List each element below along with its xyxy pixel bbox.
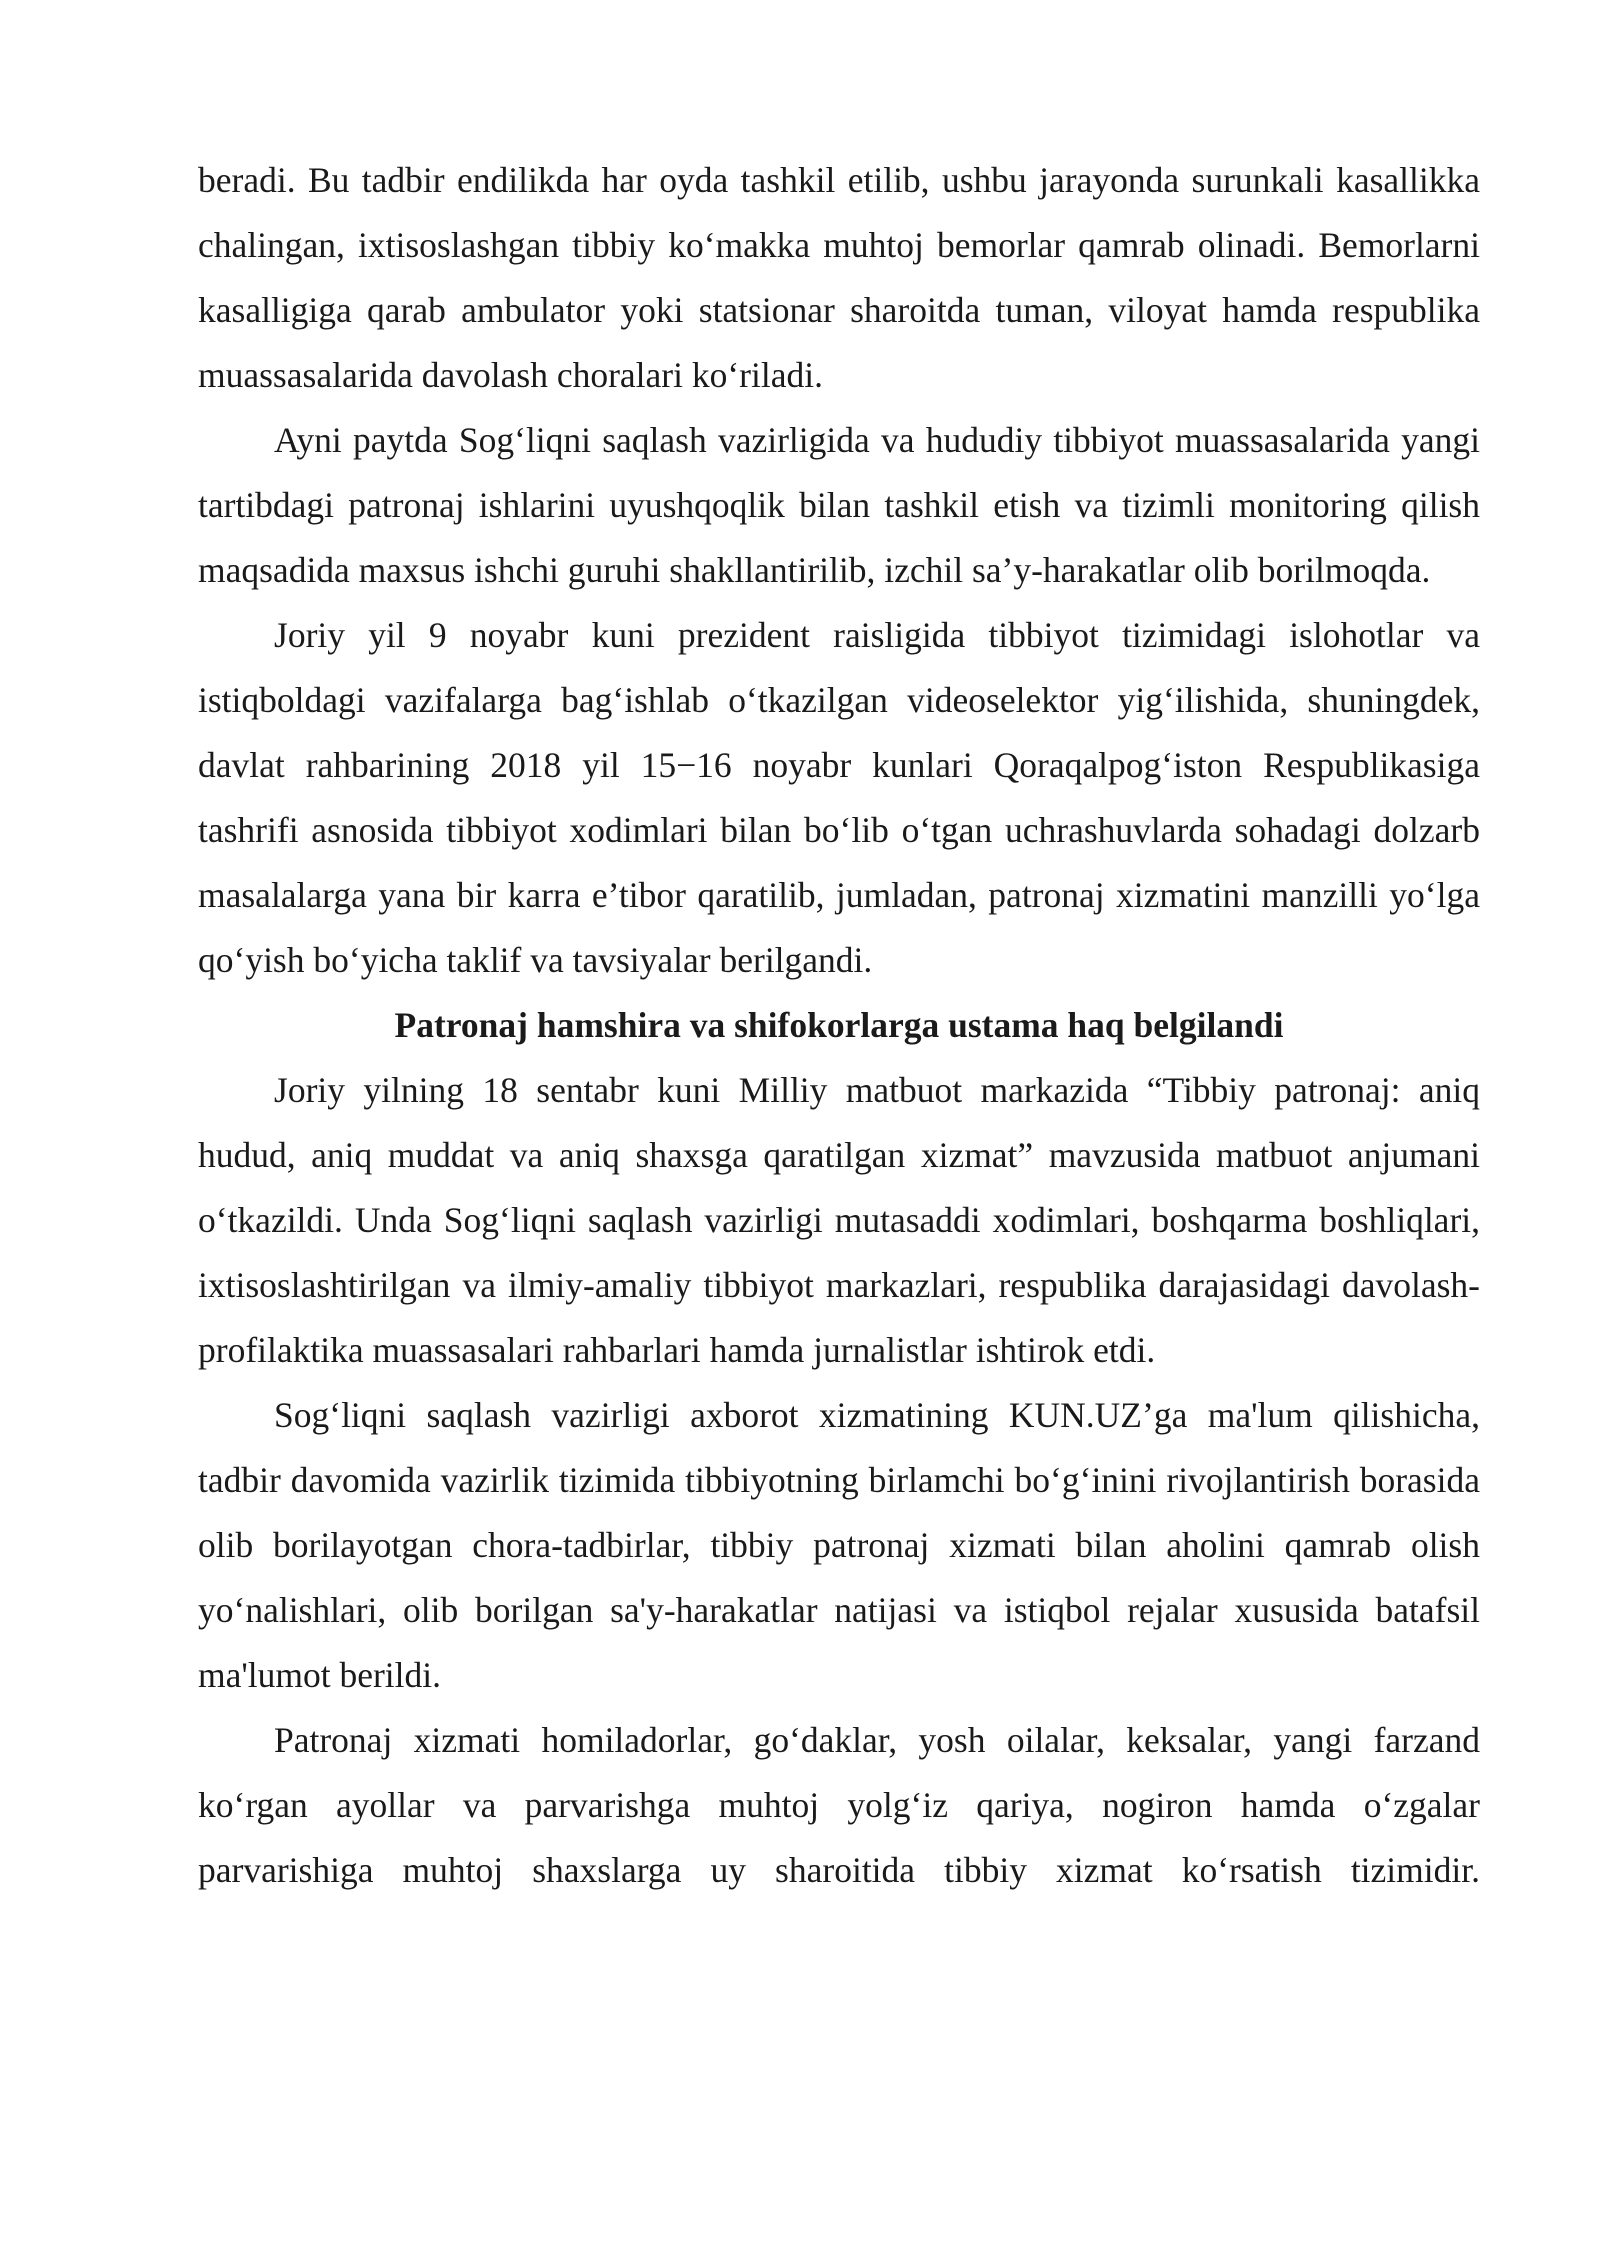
- paragraph-press-conference: Joriy yilning 18 sentabr kuni Milliy matbuot markazida “Tibbiy patronaj: aniq hudud, aniq muddat va aniq shaxsga qaratilgan xizmat” mavzusida matbuot anjumani o‘tkazildi. Unda Sog‘liqni saqlash vazirligi mutasaddi xodimlari, boshqarma boshliqlari, ixtisoslashtirilgan va ilmiy-amaliy tibbiyot markazlari, respublika darajasidagi davolash-profilaktika muassasalari rahbarlari hamda jurnalistlar ishtirok etdi.: [198, 1070, 1480, 1370]
- paragraph-patronage-definition: Patronaj xizmati homiladorlar, go‘daklar, yosh oilalar, keksalar, yangi farzand ko‘rgan ayollar va parvarishga muhtoj yolg‘iz qariya, nogiron hamda o‘zgalar parvarishiga muhtoj shaxslarga uy sharoitida tibbiy xizmat ko‘rsatish tizimidir.: [198, 1720, 1480, 1890]
- section-heading: Patronaj hamshira va shifokorlarga ustama haq belgilandi: [394, 1005, 1284, 1045]
- paragraph-ministry-info: Sog‘liqni saqlash vazirligi axborot xizmatining KUN.UZ’ga ma'lum qilishicha, tadbir davomida vazirlik tizimida tibbiyotning birlamchi bo‘g‘inini rivojlantirish borasida olib borilayotgan chora-tadbirlar, tibbiy patronaj xizmati bilan aholini qamrab olish yo‘nalishlari, olib borilgan sa'y-harakatlar natijasi va istiqbol rejalar xususida batafsil ma'lumot berildi.: [198, 1395, 1480, 1695]
- document-page: [198, 148, 1480, 1903]
- paragraph-working-group: Ayni paytda Sog‘liqni saqlash vazirligida va hududiy tibbiyot muassasalarida yangi tartibdagi patronaj ishlarini uyushqoqlik bilan tashkil etish va tizimli monitoring qilish maqsadida maxsus ishchi guruhi shakllantirilib, izchil sa’y-harakatlar olib borilmoqda.: [198, 420, 1480, 590]
- paragraph-continuation: beradi. Bu tadbir endilikda har oyda tashkil etilib, ushbu jarayonda surunkali kasallikka chalingan, ixtisoslashgan tibbiy ko‘makka muhtoj bemorlar qamrab olinadi. Bemorlarni kasalligiga qarab ambulator yoki statsionar sharoitda tuman, viloyat hamda respublika muassasalarida davolash choralari ko‘riladi.: [198, 160, 1480, 395]
- paragraph-president-meeting: Joriy yil 9 noyabr kuni prezident raisligida tibbiyot tizimidagi islohotlar va istiqboldagi vazifalarga bag‘ishlab o‘tkazilgan videoselektor yig‘ilishida, shuningdek, davlat rahbarining 2018 yil 15−16 noyabr kunlari Qoraqalpog‘iston Respublikasiga tashrifi asnosida tibbiyot xodimlari bilan bo‘lib o‘tgan uchrashuvlarda sohadagi dolzarb masalalarga yana bir karra e’tibor qaratilib, jumladan, patronaj xizmatini manzilli yo‘lga qo‘yish bo‘yicha taklif va tavsiyalar berilgandi.: [198, 615, 1480, 980]
